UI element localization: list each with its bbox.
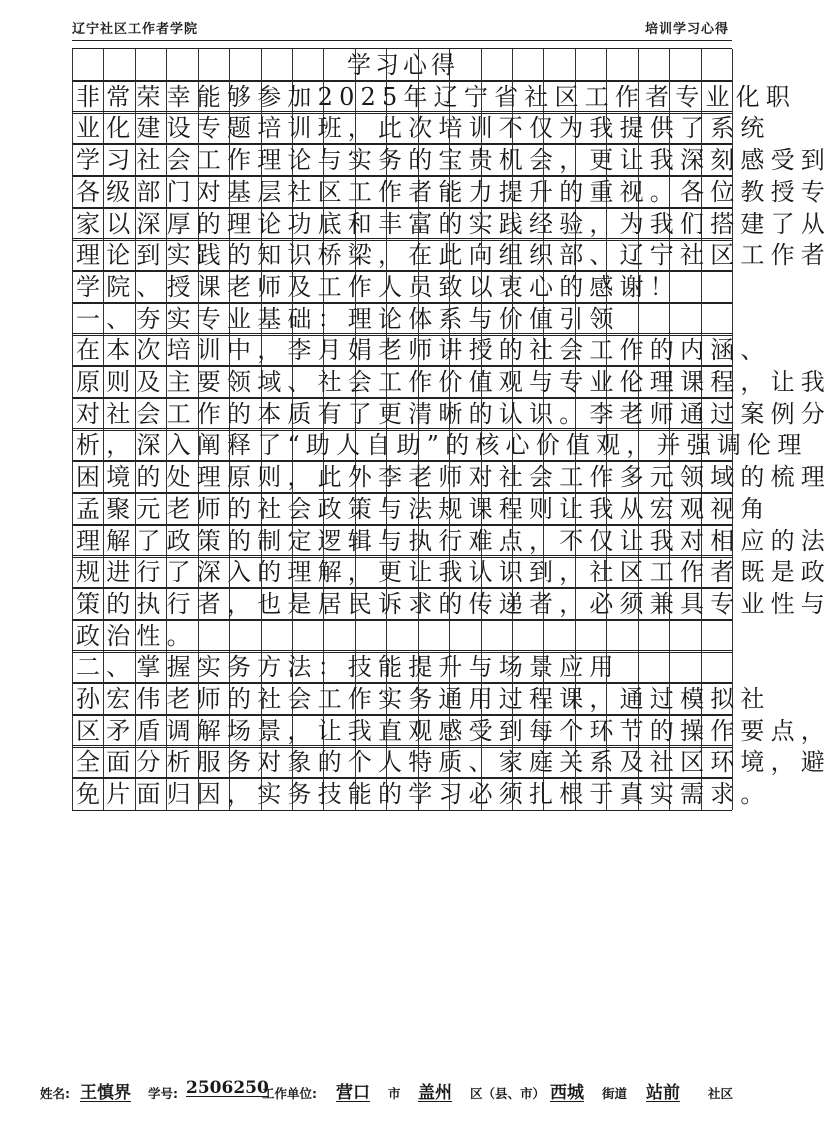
- text-row: [72, 524, 831, 558]
- district-label: 区（县、市）: [470, 1086, 546, 1101]
- text-line: 业化建设专题培训班，此次培训不仅为我提供了系统: [76, 114, 771, 143]
- grid-divider: [72, 49, 73, 81]
- community-label: 社区: [708, 1086, 734, 1101]
- text-row: [72, 745, 831, 779]
- text-line: 免片面归因，实务技能的学习必须扎根于真实需求。: [76, 780, 771, 809]
- grid-divider: [72, 683, 73, 715]
- text-line: 学院、授课老师及工作人员致以衷心的感谢！: [76, 272, 680, 301]
- grid-divider: [72, 144, 73, 176]
- text-line: 孙宏伟老师的社会工作实务通用过程课，通过模拟社: [76, 685, 771, 713]
- grid-divider: [72, 461, 73, 493]
- id-label: 学号:: [148, 1086, 178, 1101]
- grid-divider: [72, 493, 73, 525]
- text-line: 学习社会工作理论与实务的宝贵机会，更让我深刻感受到: [76, 146, 831, 175]
- unit-label: 工作单位:: [262, 1086, 317, 1101]
- grid-divider: [72, 620, 73, 652]
- district-value: 盖州: [418, 1083, 452, 1103]
- text-row: [72, 682, 771, 716]
- text-row: [72, 207, 831, 241]
- text-line: 非常荣幸能够参加2025年辽宁省社区工作者专业化职: [76, 82, 797, 111]
- text-row: [72, 302, 732, 336]
- text-row: [72, 619, 732, 653]
- grid-divider: [72, 239, 73, 271]
- writing-grid: [72, 48, 831, 809]
- text-line: 理论到实践的知识桥梁，在此向组织部、辽宁社区工作者: [76, 241, 831, 270]
- text-row: [72, 777, 771, 811]
- text-line: 二、掌握实务方法：技能提升与场景应用: [76, 653, 620, 682]
- text-line: 原则及主要领域、社会工作价值观与专业伦理课程，让我: [76, 368, 831, 396]
- text-line: 对社会工作的本质有了更清晰的认识。李老师通过案例分: [76, 399, 831, 428]
- header-right-title: 培训学习心得: [644, 22, 729, 37]
- text-row: [72, 492, 771, 526]
- title-row: [72, 48, 732, 82]
- grid-divider: [72, 112, 73, 144]
- grid-divider: [72, 176, 73, 208]
- grid-divider: [72, 303, 73, 335]
- text-line: 困境的处理原则，此外李老师对社会工作多元领域的梳理: [76, 463, 831, 492]
- grid-divider: [72, 398, 73, 430]
- city-value: 营口: [336, 1083, 370, 1103]
- text-line: 区矛盾调解场景，让我直观感受到每个环节的操作要点，: [76, 716, 831, 745]
- text-line: 析，深入阐释了“助人自助”的核心价值观，并强调伦理: [76, 431, 808, 460]
- grid-divider: [732, 303, 733, 335]
- text-row: [72, 714, 831, 748]
- street-label: 街道: [602, 1086, 628, 1101]
- text-row: [72, 80, 797, 114]
- city-label: 市: [388, 1086, 401, 1101]
- grid-divider: [72, 81, 73, 113]
- text-line: 规进行了深入的理解，更让我认识到，社区工作者既是政: [76, 558, 831, 587]
- text-row: [72, 175, 831, 209]
- grid-divider: [732, 271, 733, 303]
- text-row: [72, 143, 831, 177]
- grid-divider: [72, 366, 73, 398]
- document-title: 学习心得: [347, 51, 459, 79]
- footer-info: [40, 1076, 760, 1106]
- text-line: 各级部门对基层社区工作者能力提升的重视。各位教授专: [76, 177, 831, 206]
- grid-divider: [72, 715, 73, 747]
- text-row: [72, 460, 831, 494]
- text-row: [72, 365, 831, 399]
- grid-divider: [732, 651, 733, 683]
- grid-divider: [72, 746, 73, 778]
- text-line: 政治性。: [76, 621, 197, 650]
- text-line: 在本次培训中，李月娟老师讲授的社会工作的内涵、: [76, 336, 771, 365]
- text-row: [72, 270, 732, 304]
- grid-divider: [72, 556, 73, 588]
- header-left-title: 辽宁社区工作者学院: [72, 22, 199, 37]
- community-value: 站前: [646, 1083, 680, 1103]
- text-row: [72, 111, 771, 145]
- text-row: [72, 587, 831, 621]
- text-row: [72, 650, 732, 684]
- text-line: 一、夯实专业基础：理论体系与价值引领: [76, 304, 620, 333]
- grid-divider: [72, 651, 73, 683]
- grid-divider: [72, 208, 73, 240]
- text-row: [72, 333, 771, 367]
- grid-divider: [72, 271, 73, 303]
- text-line: 策的执行者，也是居民诉求的传递者，必须兼具专业性与: [76, 589, 831, 618]
- header-rule: [72, 40, 732, 41]
- grid-divider: [732, 620, 733, 652]
- name-value: 王慎界: [80, 1083, 131, 1103]
- grid-divider: [72, 588, 73, 620]
- text-row: [72, 238, 831, 272]
- grid-divider: [732, 49, 733, 81]
- id-value: 2506250: [186, 1078, 269, 1098]
- grid-divider: [72, 778, 73, 810]
- name-label: 姓名:: [40, 1086, 70, 1101]
- street-value: 西城: [550, 1083, 584, 1103]
- text-row: [72, 428, 808, 462]
- grid-divider: [72, 429, 73, 461]
- text-line: 理解了政策的制定逻辑与执行难点，不仅让我对相应的法: [76, 526, 831, 555]
- grid-divider: [72, 334, 73, 366]
- text-line: 孟聚元老师的社会政策与法规课程则让我从宏观视角: [76, 494, 771, 523]
- text-row: [72, 555, 831, 589]
- grid-divider: [72, 525, 73, 557]
- text-row: [72, 397, 831, 431]
- text-line: 家以深厚的理论功底和丰富的实践经验，为我们搭建了从: [76, 209, 831, 238]
- text-line: 全面分析服务对象的个人特质、家庭关系及社区环境，避: [76, 748, 831, 777]
